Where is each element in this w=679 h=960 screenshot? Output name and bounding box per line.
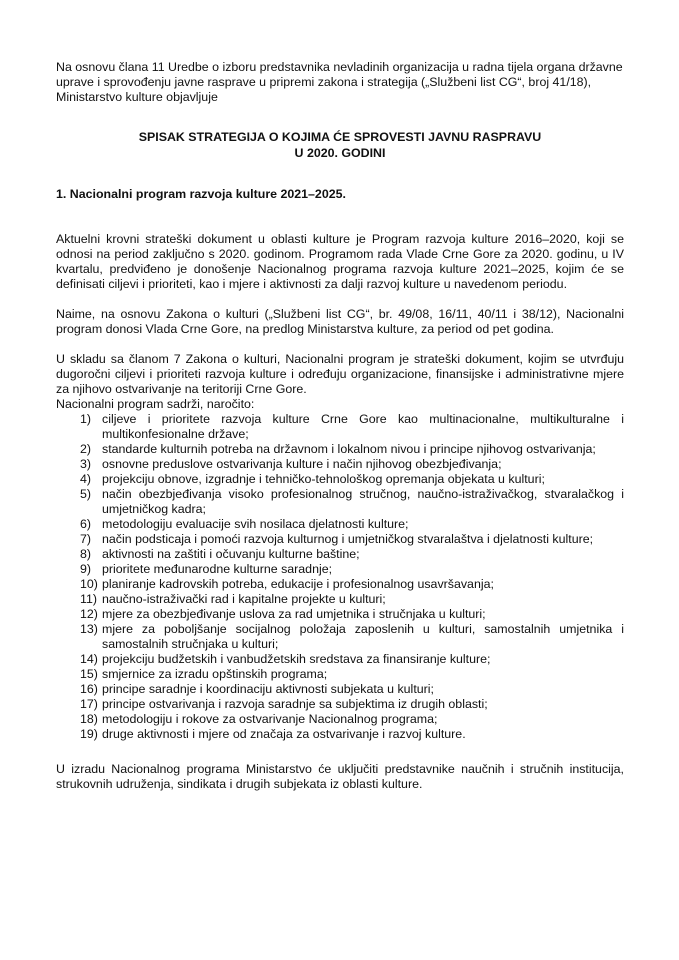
list-item (80, 517, 624, 532)
list-item-text: standarde kulturnih potreba na državnom i lokalnom nivou i principe njihovog ostvarivanja; (102, 442, 596, 456)
list-item (80, 412, 624, 442)
list-item-number: 3) (80, 457, 92, 471)
list-item (80, 652, 624, 667)
list-item-text: druge aktivnosti i mjere od značaja za ostvarivanje i razvoj kulture. (102, 727, 466, 741)
list-item-text: osnovne preduslove ostvarivanja kulture i način njihovog obezbjeđivanja; (102, 457, 502, 471)
title-line-1: SPISAK STRATEGIJA O KOJIMA ĆE SPROVESTI JAVNU RASPRAVU (138, 130, 542, 144)
list-item-text: principe ostvarivanja i razvoja saradnje sa subjektima iz drugih oblasti; (102, 697, 488, 711)
list-item-text: metodologiju evaluacije svih nosilaca djelatnosti kulture; (102, 517, 409, 531)
list-item (80, 622, 624, 652)
list-item (80, 682, 624, 697)
list-item-number: 17) (80, 697, 98, 711)
document-page (56, 60, 624, 792)
list-item-text: smjernice za izradu opštinskih programa; (102, 667, 328, 681)
list-item-text: projekciju budžetskih i vanbudžetskih sredstava za finansiranje kulture; (102, 652, 491, 666)
list-item (80, 607, 624, 622)
list-item-text: mjere za obezbjeđivanje uslova za rad umjetnika i stručnjaka u kulturi; (102, 607, 486, 621)
list-item-text: planiranje kadrovskih potreba, edukacije i profesionalnog usavršavanja; (102, 577, 494, 591)
list-item (80, 577, 624, 592)
list-item-number: 5) (80, 487, 92, 501)
list-item-text: naučno-istraživački rad i kapitalne projekte u kulturi; (102, 592, 386, 606)
list-item-text: način podsticaja i pomoći razvoja kulturnog i umjetničkog stvaralaštva i djelatnosti kulture; (102, 532, 594, 546)
list-item-number: 7) (80, 532, 92, 546)
list-item-text: aktivnosti na zaštiti i očuvanju kulturne baštine; (102, 547, 360, 561)
list-item-text: način obezbjeđivanja visoko profesionalnog stručnog, naučno-istraživačkog, stvaralačkog i umjetničkog kadra; (102, 487, 624, 516)
list-item (80, 697, 624, 712)
list-item-number: 11) (80, 592, 97, 606)
list-item (80, 532, 624, 547)
list-item (80, 712, 624, 727)
list-item-number: 1) (80, 412, 92, 426)
list-item-text: ciljeve i prioritete razvoja kulture Crne Gore kao multinacionalne, multikulturalne i multikonfesionalne države; (102, 412, 624, 441)
closing-paragraph: U izradu Nacionalnog programa Ministarstvo će uključiti predstavnike naučnih i stručnih institucija, strukovnih udruženja, sindikata i drugih subjekata iz oblasti kulture. (56, 762, 624, 791)
list-lead: Nacionalni program sadrži, naročito: (56, 397, 255, 411)
list-item-number: 2) (80, 442, 92, 456)
intro-paragraph: Na osnovu člana 11 Uredbe o izboru predstavnika nevladinih organizacija u radna tijela organa državne uprave i sprovođenju javne rasprave u pripremi zakona i strategija („Službeni list CG“, broj 41/18), Ministarstvo kulture objavljuje (56, 60, 623, 104)
list-item-number: 10) (80, 577, 98, 591)
list-item-number: 9) (80, 562, 92, 576)
list-item (80, 457, 624, 472)
document-title (56, 129, 624, 161)
list-item (80, 547, 624, 562)
title-line-2: U 2020. GODINI (294, 146, 386, 160)
list-item-number: 13) (80, 622, 98, 636)
program-contents-list (56, 412, 624, 742)
list-item (80, 487, 624, 517)
list-item-number: 18) (80, 712, 98, 726)
list-item (80, 442, 624, 457)
section-paragraph-2: Naime, na osnovu Zakona o kulturi („Službeni list CG“, br. 49/08, 16/11, 40/11 i 38/12), Nacionalni program donosi Vlada Crne Gore, na predlog Ministarstva kulture, za period od pet godina. (56, 307, 624, 336)
list-item-text: metodologiju i rokove za ostvarivanje Nacionalnog programa; (102, 712, 438, 726)
list-item-number: 16) (80, 682, 98, 696)
list-item-text: mjere za poboljšanje socijalnog položaja zaposlenih u kulturi, samostalnih umjetnika i samostalnih stručnjaka u kulturi; (102, 622, 624, 651)
list-item-number: 6) (80, 517, 92, 531)
list-item-text: prioritete međunarodne kulturne saradnje; (102, 562, 333, 576)
list-item-number: 8) (80, 547, 92, 561)
list-item-number: 19) (80, 727, 98, 741)
section-heading: 1. Nacionalni program razvoja kulture 2021–2025. (56, 187, 346, 201)
list-item-number: 15) (80, 667, 98, 681)
list-item (80, 592, 624, 607)
list-item-text: projekciju obnove, izgradnje i tehničko-tehnološkog opremanja objekata u kulturi; (102, 472, 545, 486)
list-item-number: 14) (80, 652, 98, 666)
list-item (80, 472, 624, 487)
list-item-text: principe saradnje i koordinaciju aktivnosti subjekata u kulturi; (102, 682, 434, 696)
list-item (80, 667, 624, 682)
list-item (80, 727, 624, 742)
section-paragraph-3: U skladu sa članom 7 Zakona o kulturi, Nacionalni program je strateški dokument, kojim se utvrđuju dugoročni ciljevi i prioriteti razvoja kulture i određuju organizacione, finansijske i administrativne mjere za njihovo ostvarivanje na teritoriji Crne Gore. (56, 352, 624, 396)
list-item (80, 562, 624, 577)
section-paragraph-1: Aktuelni krovni strateški dokument u oblasti kulture je Program razvoja kulture 2016–2020, koji se odnosi na period zaključno s 2020. godinom. Programom rada Vlade Crne Gore za 2020. godinu, u IV kvartalu, predviđeno je donošenje Nacionalnog programa razvoja kulture 2021–2025, kojim će se definisati ciljevi i prioriteti, kao i mjere i aktivnosti za dalji razvoj kulture u navedenom periodu. (56, 232, 624, 291)
list-item-number: 12) (80, 607, 98, 621)
list-item-number: 4) (80, 472, 92, 486)
